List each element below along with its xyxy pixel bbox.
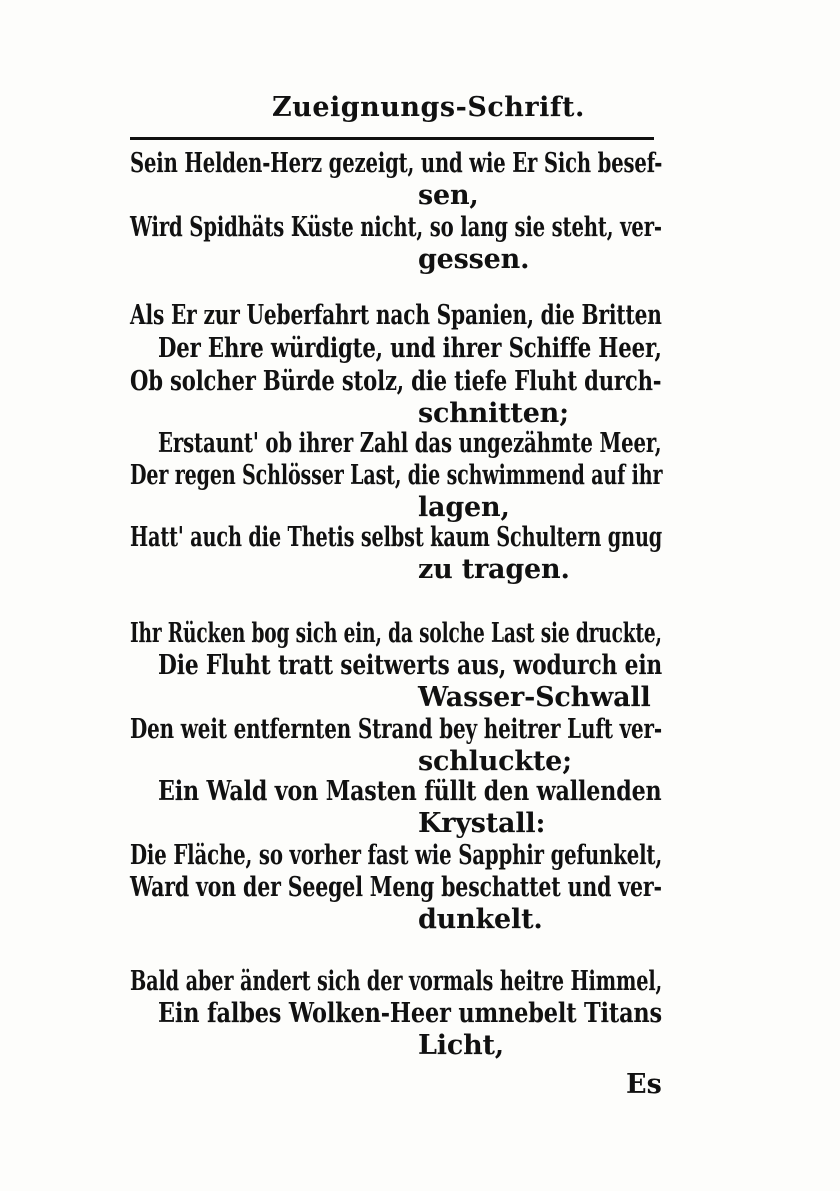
text-line: Die Fläche, so vorher fast wie Sapphir gefunkelt, (130, 840, 663, 871)
text-line: lagen, (418, 492, 510, 523)
text-line: Krystall: (418, 808, 546, 839)
running-header: Zueignungs-Schrift. (272, 92, 585, 123)
text-line: Als Er zur Ueberfahrt nach Spanien, die Britten (130, 300, 662, 331)
text-line: Der regen Schlösser Last, die schwimmend auf ihr (130, 460, 663, 491)
text-line: sen, (418, 180, 479, 211)
text-line: schnitten; (418, 398, 569, 429)
text-line: Die Fluht tratt seitwerts aus, wodurch ein (158, 650, 663, 681)
catchword: Es (626, 1069, 662, 1100)
text-line: Ein falbes Wolken-Heer umnebelt Titans (158, 998, 663, 1029)
text-line: gessen. (418, 244, 530, 275)
header-rule (130, 137, 654, 140)
text-line: Der Ehre würdigte, und ihrer Schiffe Heer, (158, 333, 662, 364)
text-line: Wasser-Schwall (418, 682, 651, 713)
text-line: Den weit entfernten Strand bey heitrer Luft ver- (130, 714, 663, 745)
text-line: dunkelt. (418, 904, 543, 935)
text-line: Ein Wald von Masten füllt den wallenden (158, 776, 662, 807)
text-line: Wird Spidhäts Küste nicht, so lang sie steht, ver- (130, 212, 662, 243)
text-line: Hatt' auch die Thetis selbst kaum Schultern gnug (130, 522, 663, 553)
text-line: schluckte; (418, 746, 572, 777)
text-line: Ihr Rücken bog sich ein, da solche Last sie druckte, (130, 618, 662, 649)
text-line: Sein Helden-Herz gezeigt, und wie Er Sich besef- (130, 148, 663, 179)
text-line: Bald aber ändert sich der vormals heitre Himmel, (130, 966, 663, 997)
text-line: Erstaunt' ob ihrer Zahl das ungezähmte Meer, (158, 428, 662, 459)
text-line: zu tragen. (418, 554, 570, 585)
text-line: Licht, (418, 1030, 504, 1061)
text-line: Ward von der Seegel Meng beschattet und ver- (130, 872, 662, 903)
text-line: Ob solcher Bürde stolz, die tiefe Fluht durch- (130, 366, 662, 397)
